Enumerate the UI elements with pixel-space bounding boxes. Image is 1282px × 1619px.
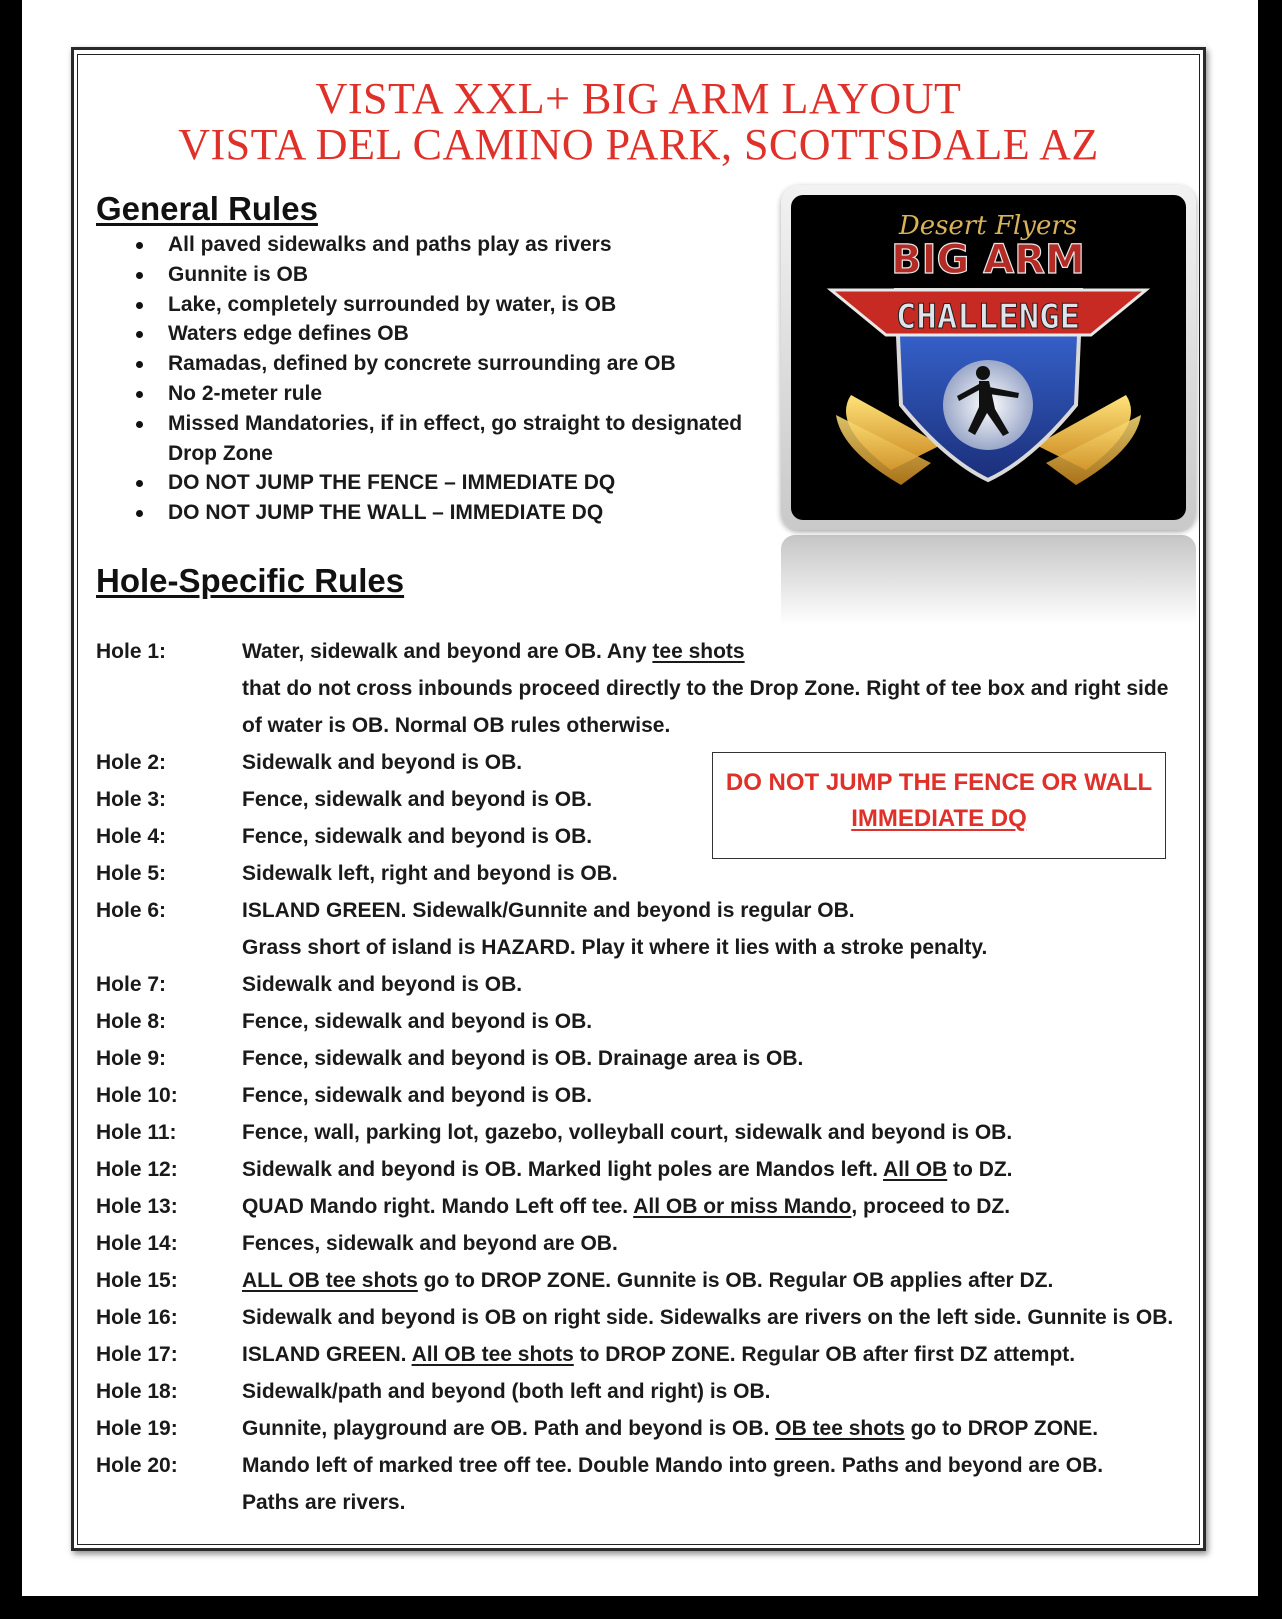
hole-18-text: Sidewalk/path and beyond (both left and right) is OB. [242,1380,771,1403]
hole-11-text: Fence, wall, parking lot, gazebo, volleyball court, sidewalk and beyond is OB. [242,1121,1013,1144]
hole-rules-heading: Hole-Specific Rules [96,562,405,599]
hole-19-underlined: OB tee shots [775,1417,905,1440]
logo-banner-text: CHALLENGE [895,297,1081,337]
logo-reflection [781,535,1196,625]
hole-13-label: Hole 13: [96,1195,178,1218]
dq-callout-line-1: DO NOT JUMP THE FENCE OR WALL [725,769,1153,796]
hole-2-label: Hole 2: [96,751,167,774]
hole-16-label: Hole 16: [96,1306,178,1329]
hole-8-text: Fence, sidewalk and beyond is OB. [242,1010,593,1033]
hole-10-label: Hole 10: [96,1084,178,1107]
hole-6-text-2: Grass short of island is HAZARD. Play it where it lies with a stroke penalty. [242,936,988,959]
hole-12-text-b: to DZ. [947,1158,1013,1181]
hole-10-text: Fence, sidewalk and beyond is OB. [242,1084,593,1107]
list-item: No 2-meter rule [96,379,756,409]
hole-5-text: Sidewalk left, right and beyond is OB. [242,862,618,885]
hole-6-label: Hole 6: [96,899,167,922]
hole-9-text: Fence, sidewalk and beyond is OB. Drainage area is OB. [242,1047,804,1070]
hole-19-text [242,1417,1098,1441]
hole-6-text: ISLAND GREEN. Sidewalk/Gunnite and beyond is regular OB. [242,899,855,922]
hole-15-text [242,1269,1053,1293]
list-item: Missed Mandatories, if in effect, go straight to designated Drop Zone [96,409,756,469]
hole-19-label: Hole 19: [96,1417,178,1440]
list-item: DO NOT JUMP THE FENCE – IMMEDIATE DQ [96,468,756,498]
hole-19-text-b: go to DROP ZONE. [904,1417,1099,1440]
hole-13-text-b: , proceed to DZ. [851,1195,1011,1218]
list-item: Lake, completely surrounded by water, is OB [96,290,756,320]
hole-14-text: Fences, sidewalk and beyond are OB. [242,1232,618,1255]
hole-8-label: Hole 8: [96,1010,167,1033]
hole-12-label: Hole 12: [96,1158,178,1181]
hole-13-text-a: QUAD Mando right. Mando Left off tee. [242,1195,634,1218]
list-item: Ramadas, defined by concrete surrounding are OB [96,349,756,379]
dq-callout-line-2: IMMEDIATE DQ [851,805,1027,832]
hole-7-label: Hole 7: [96,973,167,996]
hole-3-text: Fence, sidewalk and beyond is OB. [242,788,593,811]
general-rules-heading: General Rules [96,190,318,227]
hole-4-text: Fence, sidewalk and beyond is OB. [242,825,593,848]
hole-17-text-b: to DROP ZONE. Regular OB after first DZ attempt. [573,1343,1076,1366]
dq-callout [712,752,1166,859]
hole-13-text [242,1195,1010,1219]
logo-graphic [791,195,1186,520]
hole-17-text-a: ISLAND GREEN. [242,1343,412,1366]
general-rules-list [96,230,756,528]
hole-5-label: Hole 5: [96,862,167,885]
hole-20-text: Mando left of marked tree off tee. Double Mando into green. Paths and beyond are OB. [242,1454,1104,1477]
logo-panel [791,195,1186,520]
title-line-1: VISTA XXL+ BIG ARM LAYOUT [315,74,962,123]
hole-12-text-a: Sidewalk and beyond is OB. Marked light poles are Mandos left. [242,1158,884,1181]
logo-top-text: Desert Flyers [898,211,1078,241]
hole-4-label: Hole 4: [96,825,167,848]
hole-18-label: Hole 18: [96,1380,178,1403]
hole-1-text-c: of water is OB. Normal OB rules otherwise. [242,714,671,737]
hole-17-underlined: All OB tee shots [411,1343,574,1366]
hole-20-text-2: Paths are rivers. [242,1491,406,1514]
hole-9-label: Hole 9: [96,1047,167,1070]
hole-11-label: Hole 11: [96,1121,177,1144]
hole-7-text: Sidewalk and beyond is OB. [242,973,523,996]
list-item: Gunnite is OB [96,260,756,290]
hole-14-label: Hole 14: [96,1232,178,1255]
hole-17-label: Hole 17: [96,1343,178,1366]
title-line-2: VISTA DEL CAMINO PARK, SCOTTSDALE AZ [178,120,1099,169]
hole-13-underlined: All OB or miss Mando [633,1195,852,1218]
hole-19-text-a: Gunnite, playground are OB. Path and beyond is OB. [242,1417,776,1440]
hole-1-text-a: Water, sidewalk and beyond are OB. Any [242,640,653,663]
hole-12-underlined: All OB [883,1158,948,1181]
logo-middle-text: BIG ARM [891,237,1085,283]
hole-17-text [242,1343,1075,1367]
hole-2-text: Sidewalk and beyond is OB. [242,751,523,774]
hole-1-label: Hole 1: [96,640,167,663]
big-arm-challenge-logo [781,185,1196,530]
hole-20-label: Hole 20: [96,1454,178,1477]
hole-1-text [242,640,745,664]
list-item: Waters edge defines OB [96,319,756,349]
list-item: DO NOT JUMP THE WALL – IMMEDIATE DQ [96,498,756,528]
list-item: All paved sidewalks and paths play as rivers [96,230,756,260]
hole-3-label: Hole 3: [96,788,167,811]
hole-16-text: Sidewalk and beyond is OB on right side. Sidewalks are rivers on the left side. Gunnite is OB. [242,1306,1174,1329]
hole-1-underlined: tee shots [652,640,745,663]
hole-15-label: Hole 15: [96,1269,178,1292]
hole-15-underlined: ALL OB tee shots [242,1269,418,1292]
hole-15-text-b: go to DROP ZONE. Gunnite is OB. Regular OB applies after DZ. [417,1269,1054,1292]
hole-12-text [242,1158,1013,1182]
hole-1-text-b: that do not cross inbounds proceed directly to the Drop Zone. Right of tee box and right side [242,677,1169,700]
